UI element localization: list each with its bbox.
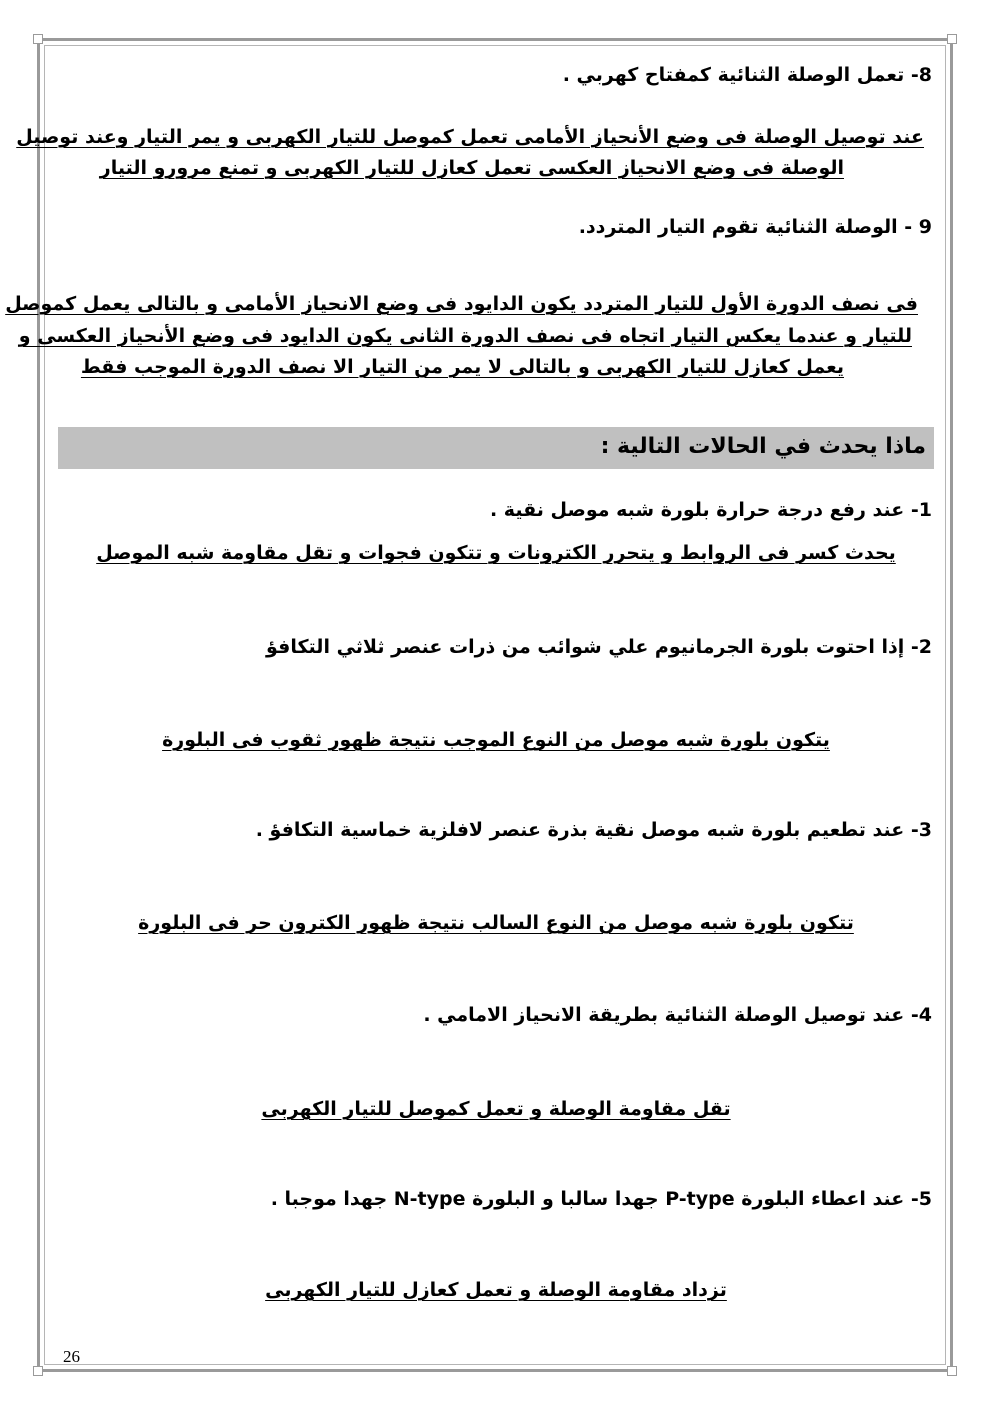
case-5-question: 5- عند اعطاء البلورة P-type جهدا سالبا و البلورة N-type جهدا موجبا . <box>270 1188 932 1210</box>
q8-answer-line1: عند توصيل الوصلة فى وضع الأنحياز الأمامى تعمل كموصل للتيار الكهربى و يمر التيار وعند توصيل <box>16 126 924 148</box>
case-2-answer: يتكون بلورة شبه موصل من النوع الموجب نتيجة ظهور ثقوب فى البلورة <box>162 729 830 751</box>
q8-answer-line2: الوصلة فى وضع الانحياز العكسى تعمل كعازل للتيار الكهربى و تمنع مرورو التيار <box>99 157 844 179</box>
q9-answer-line3: يعمل كعازل للتيار الكهربى و بالتالى لا يمر من التيار الا نصف الدورة الموجب فقط <box>80 356 844 378</box>
case-2-question: 2- إذا احتوت بلورة الجرمانيوم علي شوائب من ذرات عنصر ثلاثي التكافؤ <box>266 636 932 658</box>
case-1-answer: يحدث كسر فى الروابط و يتحرر الكترونات و تتكون فجوات و تقل مقاومة شبه الموصل <box>96 542 896 564</box>
case-3-answer: تتكون بلورة شبه موصل من النوع السالب نتيجة ظهور الكترون حر فى البلورة <box>138 912 854 934</box>
case-4-answer: تقل مقاومة الوصلة و تعمل كموصل للتيار الكهربى <box>261 1098 731 1120</box>
page-border-inner <box>5 45 946 1365</box>
case-4-question: 4- عند توصيل الوصلة الثنائية بطريقة الانحياز الامامي . <box>423 1004 932 1026</box>
section-heading: ماذا يحدث في الحالات التالية : <box>600 434 926 459</box>
q9-answer-line2: للتيار و عندما يعكس التيار اتجاه فى نصف الدورة الثانى يكون الدايود فى وضع الأنحياز العكسى و <box>18 325 912 347</box>
case-3-question: 3- عند تطعيم بلورة شبه موصل نقية بذرة عنصر لافلزية خماسية التكافؤ . <box>255 819 932 841</box>
q9-question: 9 - الوصلة الثنائية تقوم التيار المتردد. <box>578 216 932 238</box>
border-corner <box>33 34 43 44</box>
case-5-answer: تزداد مقاومة الوصلة و تعمل كعازل للتيار الكهربى <box>265 1279 727 1301</box>
border-corner <box>947 34 957 44</box>
border-corner <box>33 1366 43 1376</box>
page-number: 26 <box>63 1347 80 1366</box>
q8-question: 8- تعمل الوصلة الثنائية كمفتاح كهربي . <box>562 64 932 86</box>
border-corner <box>947 1366 957 1376</box>
q9-answer-line1: فى نصف الدورة الأول للتيار المتردد يكون الدايود فى وضع الانحياز الأمامى و بالتالى يعمل كموصل <box>5 293 918 315</box>
case-1-question: 1- عند رفع درجة حرارة بلورة شبه موصل نقية . <box>489 499 932 521</box>
section-heading-bar <box>58 427 934 469</box>
